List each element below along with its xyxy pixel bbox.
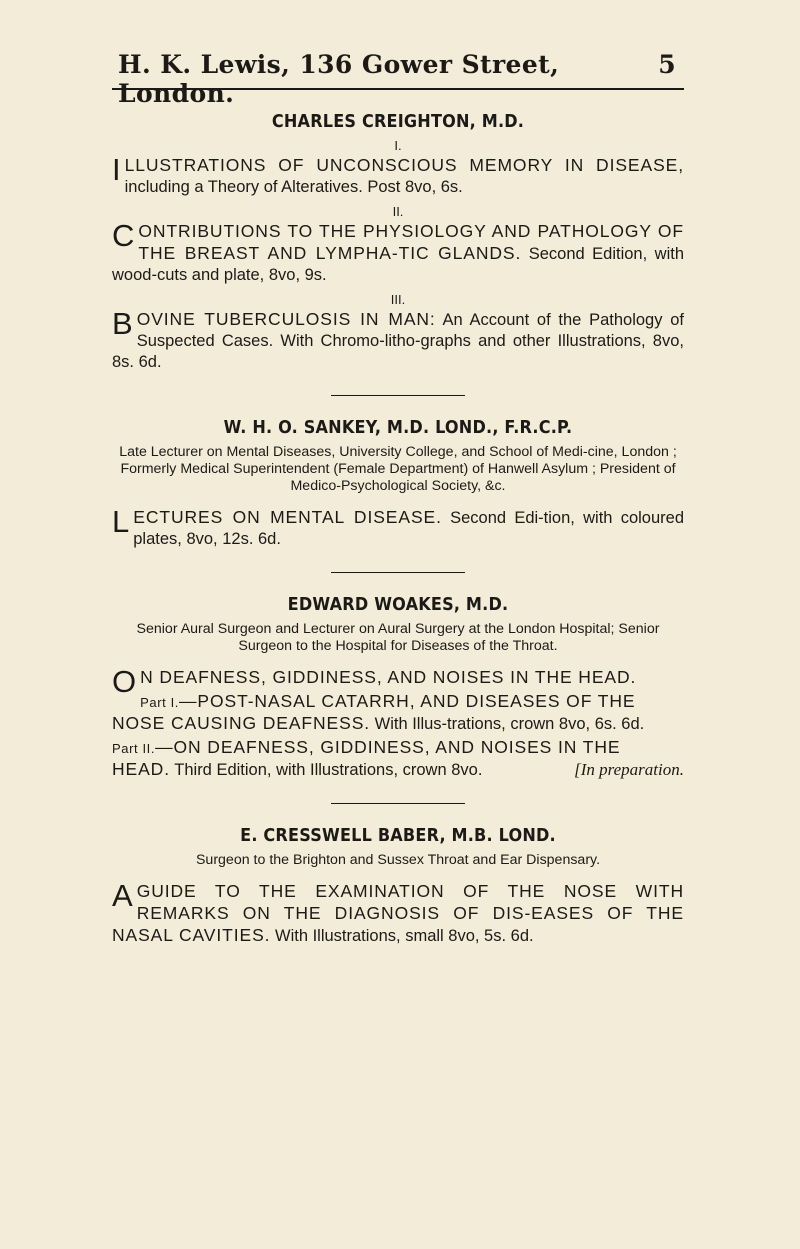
book-title: ECTURES ON MENTAL DISEASE. <box>133 507 442 527</box>
author-heading: EDWARD WOAKES, M.D. <box>287 595 509 615</box>
book-entry <box>112 306 684 373</box>
book-title: GUIDE TO THE EXAMINATION OF THE NOSE WITH REMARKS ON THE DIAGNOSIS OF DIS-EASES OF THE NASAL CAVITIES. <box>112 881 684 945</box>
book-title: OVINE TUBERCULOSIS IN MAN: <box>136 309 436 329</box>
book-entry <box>112 878 684 947</box>
item-numeral: III. <box>390 292 406 307</box>
book-advertisement-page <box>112 50 684 947</box>
book-part <box>112 737 684 781</box>
book-details: With Illustrations, small 8vo, 5s. 6d. <box>270 927 534 945</box>
author-heading: W. H. O. SANKEY, M.D. LOND., F.R.C.P. <box>223 418 573 438</box>
drop-initial: L <box>112 504 130 539</box>
book-part <box>112 691 684 735</box>
part-label: Part I. <box>140 695 180 710</box>
book-title: N DEAFNESS, GIDDINESS, AND NOISES IN THE HEAD. <box>140 667 637 687</box>
author-description: Late Lecturer on Mental Diseases, University College, and School of Medi-cine, London ; Formerly Medical Superintendent (Female Department) of Hanwell Asylum ; President of Medico-Psychological Society, &c. <box>119 444 677 494</box>
book-details: Second Edition, with wood-cuts and plate, 8vo, 9s. <box>112 245 685 284</box>
book-details: An Account of the Pathology of Suspected Cases. With Chromo-litho-graphs and other Illustrations, 8vo, 8s. 6d. <box>112 311 684 371</box>
section-divider <box>331 572 465 573</box>
page-number: 5 <box>658 50 676 79</box>
book-entry <box>112 218 685 286</box>
book-details: including a Theory of Alteratives. Post 8vo, 6s. <box>124 178 463 196</box>
item-numeral: II. <box>392 204 404 219</box>
sankey-section <box>112 418 684 550</box>
author-heading: E. CRESSWELL BABER, M.B. LOND. <box>240 826 556 846</box>
book-title: ONTRIBUTIONS TO THE PHYSIOLOGY AND PATHOLOGY OF THE BREAST AND LYMPHA-TIC GLANDS. <box>138 221 684 263</box>
preparation-note: [In preparation. <box>574 760 684 779</box>
section-divider <box>331 803 465 804</box>
part-label: Part II. <box>112 741 156 756</box>
book-entry <box>112 664 684 699</box>
author-description: Senior Aural Surgeon and Lecturer on Aural Surgery at the London Hospital; Senior Surgeon to the Hospital for Diseases of the Throat. <box>136 621 660 654</box>
drop-initial: I <box>112 152 121 187</box>
drop-initial: O <box>112 664 137 699</box>
baber-section <box>112 826 684 947</box>
author-heading: CHARLES CREIGHTON, M.D. <box>271 112 525 132</box>
drop-initial: A <box>112 878 133 913</box>
author-description: Surgeon to the Brighton and Sussex Throat and Ear Dispensary. <box>195 852 601 868</box>
drop-initial: C <box>112 218 135 253</box>
book-title: LLUSTRATIONS OF UNCONSCIOUS MEMORY IN DISEASE, <box>124 155 684 175</box>
woakes-section <box>112 595 684 781</box>
item-numeral: I. <box>394 138 402 153</box>
part-title: —POST-NASAL CATARRH, AND DISEASES OF THE NOSE CAUSING DEAFNESS. <box>112 691 636 733</box>
section-divider <box>331 395 465 396</box>
book-entry <box>112 152 684 198</box>
part-details: With Illus-trations, crown 8vo, 6s. 6d. <box>370 715 645 733</box>
creighton-section <box>112 112 684 373</box>
part-title: —ON DEAFNESS, GIDDINESS, AND NOISES IN THE HEAD. <box>112 737 621 779</box>
part-details: Third Edition, with Illustrations, crown 8vo. <box>169 761 483 779</box>
book-details: Second Edi-tion, with coloured plates, 8vo, 12s. 6d. <box>133 509 684 548</box>
book-entry <box>112 504 684 550</box>
publisher-line: H. K. Lewis, 136 Gower Street, London. <box>118 50 560 108</box>
drop-initial: B <box>112 306 133 341</box>
running-head <box>112 50 684 108</box>
